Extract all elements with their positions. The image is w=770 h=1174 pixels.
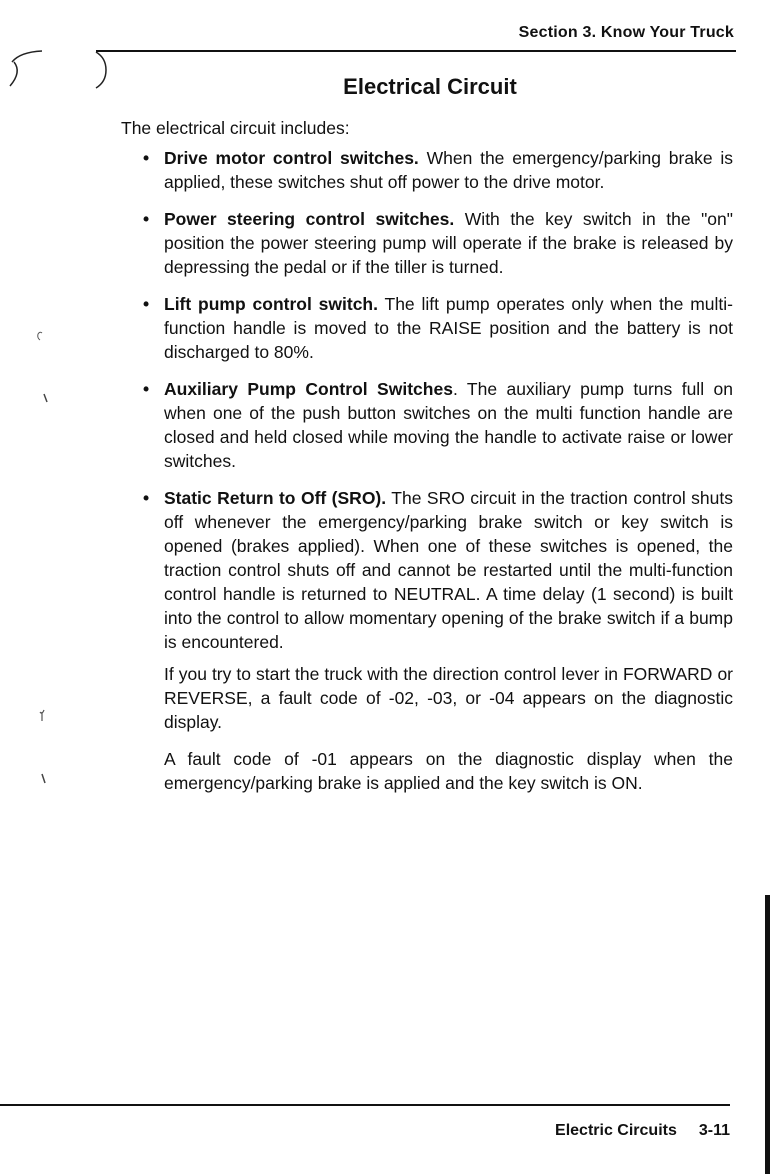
item-text: . The auxiliary pump turns full on when one of the push button switches on the multi function handle are closed and held closed while moving the handle to activate raise or lower switches. xyxy=(164,379,733,471)
item-lead: Auxiliary Pump Control Switches xyxy=(164,379,453,399)
list-item xyxy=(121,377,733,473)
item-lead: Power steering control switches. xyxy=(164,209,455,229)
header-rule xyxy=(96,50,736,52)
section-header-title: Section 3. Know Your Truck xyxy=(518,24,734,41)
fault-note-direction: If you try to start the truck with the direction control lever in FORWARD or REVERSE, a fault code of -02, -03, or -04 appears on the diagnostic display. xyxy=(164,664,733,732)
fault-note-brake: A fault code of -01 appears on the diagnostic display when the emergency/parking brake is applied and the key switch is ON. xyxy=(164,749,733,793)
item-text: The lift pump operates only when the multi-function handle is moved to the RAISE position and the battery is not discharged to 80%. xyxy=(164,294,733,362)
list-item xyxy=(121,207,733,279)
item-text: When the emergency/parking brake is applied, these switches shut off power to the drive motor. xyxy=(164,148,733,192)
item-lead: Static Return to Off (SRO). xyxy=(164,488,387,508)
bullet-icon: • xyxy=(143,379,150,399)
main-content xyxy=(121,116,733,808)
list-item xyxy=(121,292,733,364)
binding-mark xyxy=(44,394,47,402)
page-title: Electrical Circuit xyxy=(343,74,517,99)
item-text: With the key switch in the "on" position the power steering pump will operate if the brake is released by depressing the pedal or if the tiller is turned. xyxy=(164,209,733,277)
binding-marks xyxy=(0,0,120,1174)
bullet-icon: • xyxy=(143,294,150,314)
footer-rule xyxy=(0,1104,730,1106)
bullet-icon: • xyxy=(143,488,150,508)
item-lead: Lift pump control switch. xyxy=(164,294,378,314)
binding-mark xyxy=(42,774,45,783)
binding-mark xyxy=(40,710,44,721)
footer-title: Electric Circuits xyxy=(555,1122,677,1139)
list-item xyxy=(121,486,733,654)
page-number: 3-11 xyxy=(698,1122,730,1139)
item-lead: Drive motor control switches. xyxy=(164,148,419,168)
circuit-items-list xyxy=(121,146,733,654)
bullet-icon: • xyxy=(143,209,150,229)
list-item xyxy=(121,146,733,194)
footer xyxy=(555,1122,730,1140)
bullet-icon: • xyxy=(143,148,150,168)
scan-edge-bar xyxy=(765,895,770,1174)
item-text: The SRO circuit in the traction control shuts off whenever the emergency/parking brake switch or key switch is opened (brakes applied). When one of these switches is opened, the traction control shuts off and cannot be restarted until the multi-function control handle is returned to NEUTRAL. A time delay (1 second) is built into the control to allow momentary opening of the brake switch if a bump is encountered. xyxy=(164,488,734,652)
binding-mark xyxy=(38,332,42,340)
intro-text: The electrical circuit includes: xyxy=(121,118,350,138)
